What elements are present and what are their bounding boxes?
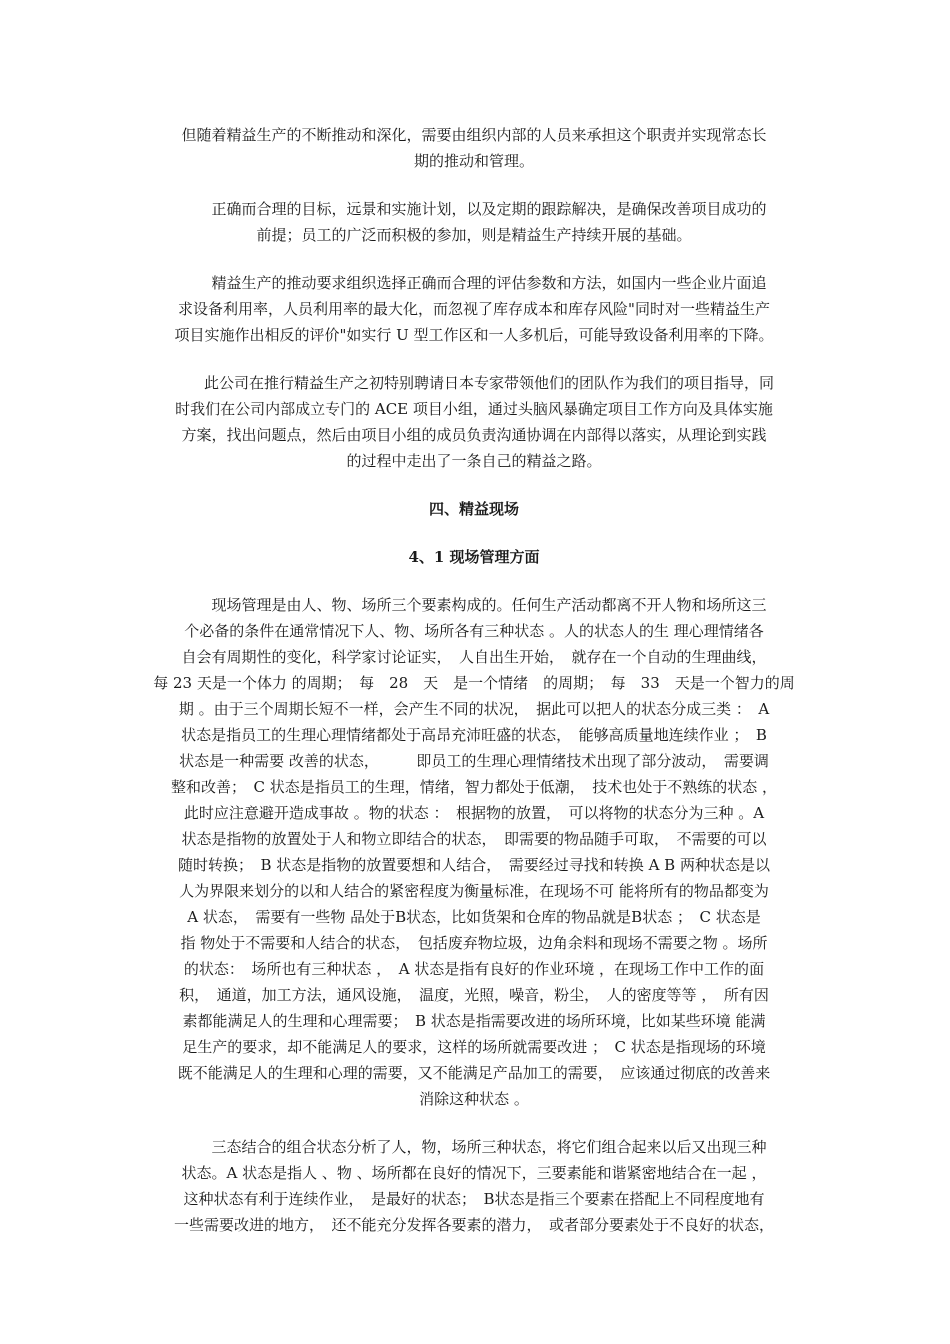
text-line: 状态是指物的放置处于人和物立即结合的状态， 即需要的物品随手可取， 不需要的可以: [181, 830, 767, 848]
text-line: 的过程中走出了一条自己的精益之路。: [346, 452, 602, 470]
paragraph-goals: [140, 196, 808, 248]
paragraph-lean-promotion: [140, 122, 808, 174]
text-line: 方案，找出问题点，然后由项目小组的成员负责沟通协调在内部得以落实，从理论到实践: [181, 426, 767, 444]
text-line: 状态。A 状态是指人 、物 、场所都在良好的情况下，三要素能和谐紧密地结合在一起 ，: [181, 1164, 767, 1182]
text-line: 此时应注意避开造成事故 。物的状态 ： 根据物的放置， 可以将物的状态分为三种 。A: [183, 804, 765, 822]
text-line: 三态结合的组合状态分析了人，物，场所三种状态，将它们组合起来以后又出现三种: [181, 1138, 767, 1156]
text-line: 个必备的条件在通常情况下人、物、场所各有三种状态 。人的状态人的生 理心理情绪各: [184, 622, 764, 640]
text-line: 一些需要改进的地方， 还不能充分发挥各要素的潜力， 或者部分要素处于不良好的状态，: [173, 1216, 774, 1234]
text-line: 随时转换； B 状态是指物的放置要想和人结合， 需要经过寻找和转换 A B 两种状态是以: [178, 856, 770, 874]
text-line: 自会有周期性的变化，科学家讨论证实， 人自出生开始， 就存在一个自动的生理曲线，: [181, 648, 767, 666]
text-line: 消除这种状态 。: [419, 1090, 529, 1108]
text-line: 状态是指员工的生理心理情绪都处于高昂充沛旺盛的状态， 能够高质量地连续作业 ； B: [181, 726, 767, 744]
text-line: 正确而合理的目标，远景和实施计划，以及定期的跟踪解决，是确保改善项目成功的: [181, 200, 767, 218]
text-line: 既不能满足人的生理和心理的需要，又不能满足产品加工的需要， 应该通过彻底的改善来: [177, 1064, 771, 1082]
text-line: 精益生产的推动要求组织选择正确而合理的评估参数和方法，如国内一些企业片面追: [181, 274, 767, 292]
text-line: 人为界限来划分的以和人结合的紧密程度为衡量标准，在现场不可 能将所有的物品都变为: [179, 882, 769, 900]
document-body: [140, 122, 808, 1238]
paragraph-evaluation: [140, 270, 808, 348]
text-line: 每 23 天是一个体力 的周期； 每 28 天 是一个情绪 的周期； 每 33 天是一个智力的周: [153, 674, 795, 692]
text-line: 期 。由于三个周期长短不一样，会产生不同的状况， 据此可以把人的状态分成三类 ： A: [178, 700, 770, 718]
paragraph-three-state: [140, 1134, 808, 1238]
paragraph-company-practice: [140, 370, 808, 474]
text-line: 积， 通道，加工方法，通风设施， 温度，光照，噪音，粉尘， 人的密度等等 ， 所有因: [179, 986, 769, 1004]
text-line: 项目实施作出相反的评价"如实行 U 型工作区和一人多机后，可能导致设备利用率的下降。: [174, 326, 774, 344]
text-line: 现场管理是由人、物、场所三个要素构成的。任何生产活动都离不开人物和场所这三: [181, 596, 767, 614]
text-line: 整和改善； C 状态是指员工的生理，情绪，智力都处于低潮， 技术也处于不熟练的状态 ，: [170, 778, 778, 796]
section-heading: 四、精益现场: [428, 500, 519, 518]
text-line: 素都能满足人的生理和心理需要； B 状态是指需要改进的场所环境，比如某些环境 能满: [182, 1012, 766, 1030]
text-line: A 状态， 需要有一些物 品处于B状态，比如货架和仓库的物品就是B状态 ； C 状态是: [187, 908, 761, 926]
text-line: 足生产的要求，却不能满足人的要求，这样的场所就需要改进 ； C 状态是指现场的环境: [182, 1038, 766, 1056]
text-line: 指 物处于不需要和人结合的状态， 包括废弃物垃圾，边角余料和现场不需要之物 。场所: [180, 934, 768, 952]
text-line: 这种状态有利于连续作业， 是最好的状态； B状态是指三个要素在搭配上不同程度地有: [183, 1190, 765, 1208]
text-line: 前提；员工的广泛而积极的参加，则是精益生产持续开展的基础。: [256, 226, 692, 244]
text-line: 求设备利用率，人员利用率的最大化，而忽视了库存成本和库存风险"同时对一些精益生产: [178, 300, 770, 318]
paragraph-site-management: [140, 592, 808, 1112]
text-line: 状态是一种需要 改善的状态， 即员工的生理心理情绪技术出现了部分波动， 需要调: [179, 752, 769, 770]
text-line: 期的推动和管理。: [413, 152, 534, 170]
text-line: 但随着精益生产的不断推动和深化，需要由组织内部的人员来承担这个职责并实现常态长: [181, 126, 767, 144]
text-line: 此公司在推行精益生产之初特别聘请日本专家带领他们的团队作为我们的项目指导，同: [173, 374, 774, 392]
subsection-heading: 4、1 现场管理方面: [408, 548, 540, 566]
text-line: 的状态： 场所也有三种状态 ， A 状态是指有良好的作业环境 ，在现场工作中工作的面: [183, 960, 765, 978]
text-line: 时我们在公司内部成立专门的 ACE 项目小组，通过头脑风暴确定项目工作方向及具体实施: [175, 400, 773, 418]
